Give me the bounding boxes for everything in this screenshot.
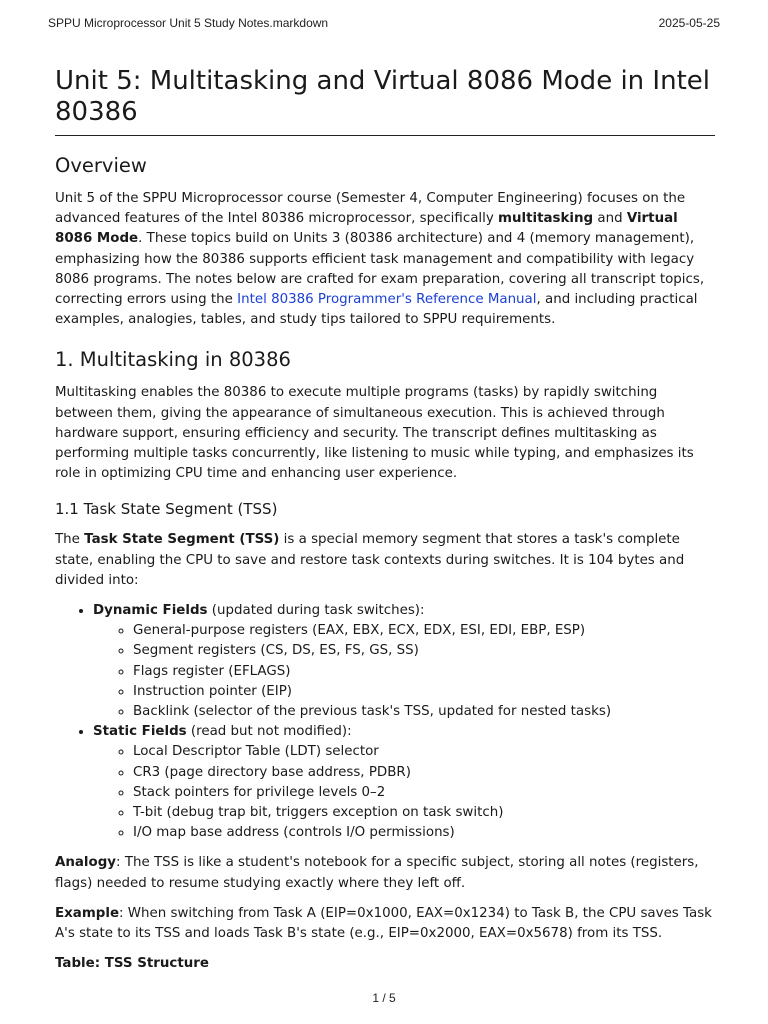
overview-paragraph <box>55 189 715 330</box>
list-item-dynamic <box>93 601 715 722</box>
list-item: ◦ Backlink (selector of the previous task's TSS, updated for nested tasks) <box>133 702 715 722</box>
header-date: 2025-05-25 <box>658 16 720 30</box>
document-body <box>55 66 715 985</box>
table-caption <box>55 954 715 974</box>
overview-text-a: Unit 5 of the SPPU Microprocessor course (Semester 4, Computer Engineering) focuses on the advanced features of the Intel 80386 microprocessor, specifically <box>55 191 686 227</box>
analogy-text: : The TSS is like a student's notebook for a specific subject, storing all notes (registers, flags) needed to resume studying exactly where they left off. <box>55 855 699 891</box>
static-sublist <box>93 742 715 843</box>
example-label: Example <box>55 905 120 921</box>
list-item: ◦ I/O map base address (controls I/O permissions) <box>133 823 715 843</box>
list-item: ◦ Local Descriptor Table (LDT) selector <box>133 742 715 762</box>
tss-intro-a: The <box>55 532 85 548</box>
list-item: ◦ General-purpose registers (EAX, EBX, ECX, EDX, ESI, EDI, EBP, ESP) <box>133 621 715 641</box>
dynamic-desc: (updated during task switches): <box>207 603 425 619</box>
overview-heading: Overview <box>55 154 147 177</box>
list-item: ◦ CR3 (page directory base address, PDBR) <box>133 763 715 783</box>
overview-text-d: , and including practical examples, analogies, tables, and study tips tailored to SPPU requirements. <box>55 292 698 328</box>
analogy-label: Analogy <box>55 855 117 871</box>
list-item: ◦ Segment registers (CS, DS, ES, FS, GS, SS) <box>133 641 715 661</box>
manual-link[interactable]: Intel 80386 Programmer's Reference Manual <box>237 292 537 308</box>
static-label: Static Fields <box>93 724 187 740</box>
page-number: 1 / 5 <box>372 991 396 1005</box>
dynamic-sublist <box>93 621 715 722</box>
overview-text-b: and <box>593 211 627 227</box>
overview-text-c: . These topics build on Units 3 (80386 architecture) and 4 (memory management), emphasizing how the 80386 supports efficient task management and compatibility with legacy 8086 programs. The notes below are crafted for exam preparation, covering all transcript topics, correcting errors using the <box>55 231 705 308</box>
list-item: ◦ T-bit (debug trap bit, triggers exception on task switch) <box>133 803 715 823</box>
example-text: : When switching from Task A (EIP=0x1000, EAX=0x1234) to Task B, the CPU saves Task A's state to its TSS and loads Task B's state (e.g., EIP=0x2000, EAX=0x5678) from its TSS. <box>55 905 712 942</box>
tss-intro-b: is a special memory segment that stores a task's complete state, enabling the CPU to save and restore task contexts during switches. It is 104 bytes and divided into: <box>55 532 685 588</box>
section1-heading: 1. Multitasking in 80386 <box>55 348 291 372</box>
tss-fields-list <box>55 601 715 843</box>
page-title: Unit 5: Multitasking and Virtual 8086 Mode in Intel 80386 <box>55 66 715 136</box>
dynamic-label: Dynamic Fields <box>93 603 208 619</box>
overview-bold-v86: Virtual 8086 Mode <box>55 211 678 247</box>
section1-paragraph: Multitasking enables the 80386 to execute multiple programs (tasks) by rapidly switching between them, giving the appearance of simultaneous execution. This is achieved through hardware support, ensuring efficiency and security. The transcript defines multitasking as performing multiple tasks concurrently, like listening to music while typing, and emphasizes its role in optimizing CPU time and enhancing user experience. <box>55 385 694 482</box>
overview-bold-multitasking: multitasking <box>498 211 594 227</box>
example-paragraph <box>55 904 715 944</box>
subsection-tss-heading: 1.1 Task State Segment (TSS) <box>55 500 278 519</box>
list-item: ◦ Flags register (EFLAGS) <box>133 662 715 682</box>
list-item: ◦ Stack pointers for privilege levels 0–2 <box>133 783 715 803</box>
tss-bold-term: Task State Segment (TSS) <box>84 532 280 548</box>
static-desc: (read but not modified): <box>186 724 352 740</box>
list-item: ◦ Instruction pointer (EIP) <box>133 682 715 702</box>
table-label: Table: TSS Structure <box>55 956 209 972</box>
header-title: SPPU Microprocessor Unit 5 Study Notes.markdown <box>48 16 329 30</box>
list-item-static <box>93 722 715 843</box>
tss-intro-paragraph <box>55 530 715 591</box>
analogy-paragraph <box>55 853 715 893</box>
